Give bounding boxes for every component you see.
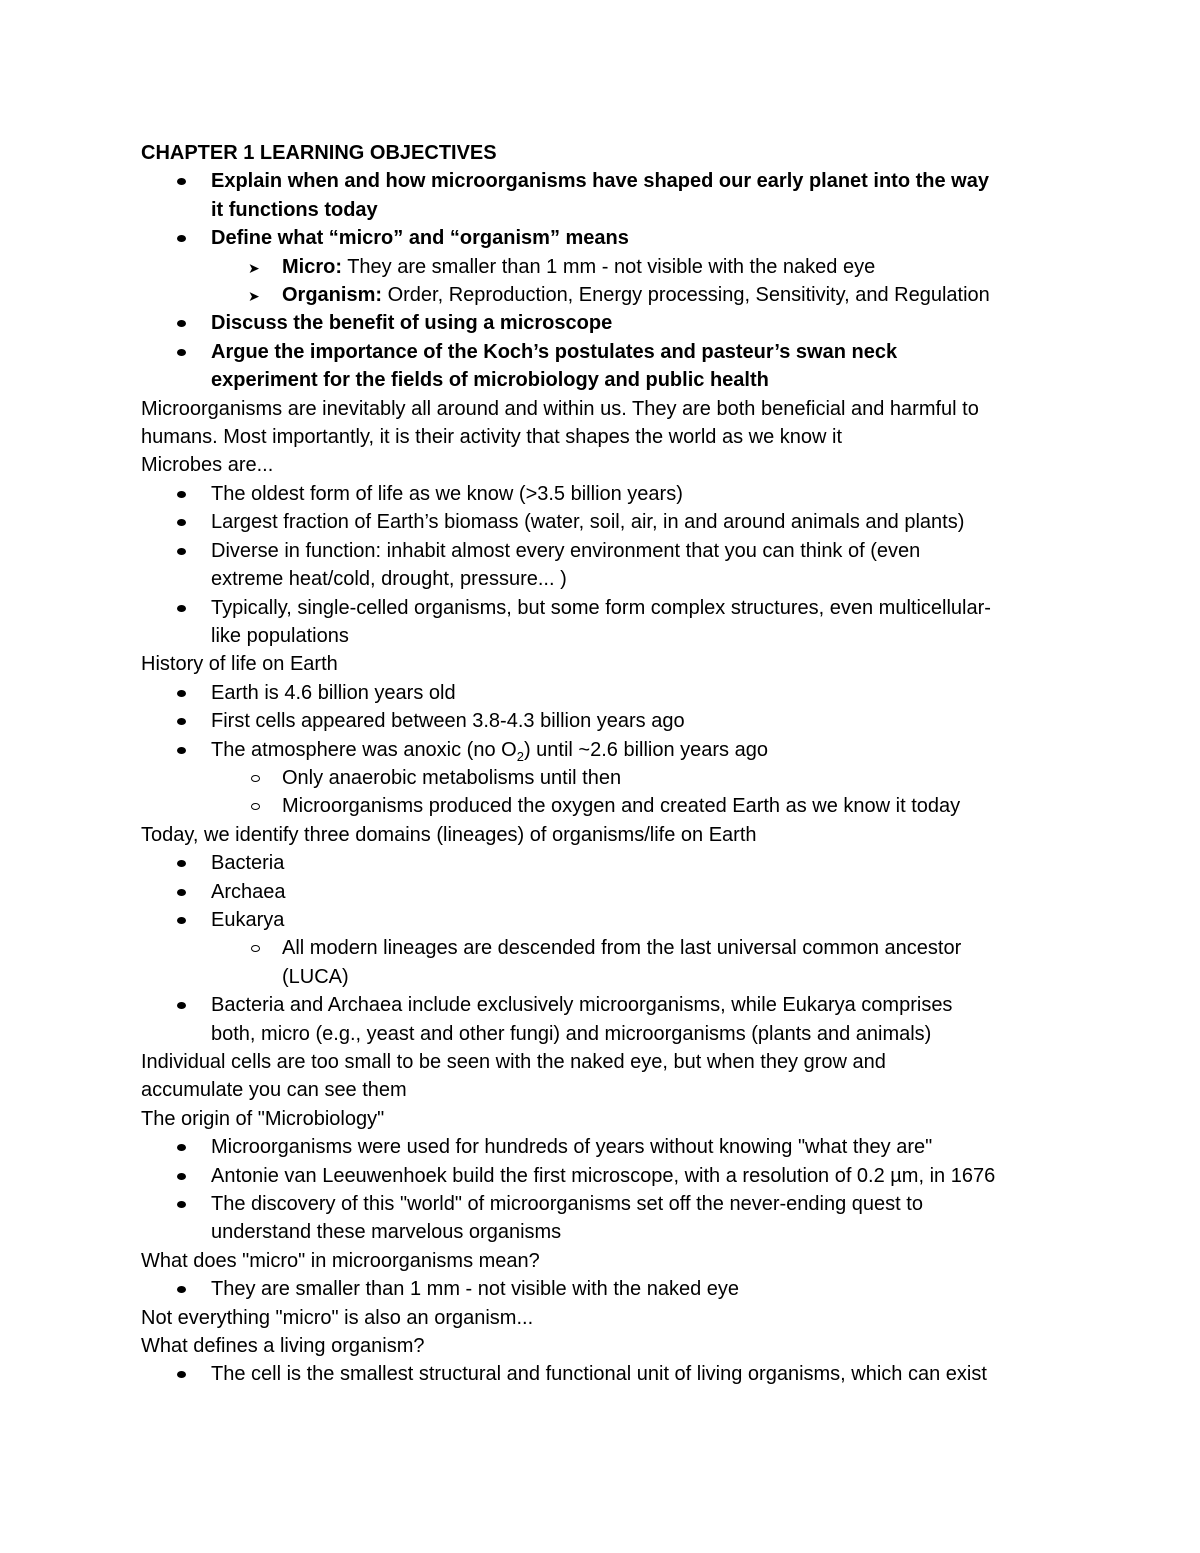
circle-bullet-icon: [251, 803, 260, 810]
bullet-icon: [177, 1286, 186, 1293]
bullet-icon: [177, 889, 186, 896]
bullet-icon: [177, 747, 186, 754]
list-item-continued: [141, 1218, 1076, 1246]
objective-item: [141, 167, 1076, 195]
list-item-text: extreme heat/cold, drought, pressure... ): [211, 568, 567, 591]
list-subitem-text: Only anaerobic metabolisms until then: [282, 766, 622, 789]
bullet-icon: [177, 917, 186, 924]
arrow-bullet-icon: ➤: [248, 259, 260, 276]
list-item: [141, 1162, 1076, 1190]
bullet-icon: [177, 860, 186, 867]
list-item-continued: [141, 622, 1076, 650]
list-item-text: Diverse in function: inhabit almost every environment that you can think of (even: [211, 539, 921, 562]
list-item: [141, 878, 1076, 906]
list-item-text: Microorganisms were used for hundreds of years without knowing "what they are": [211, 1136, 933, 1159]
objective-item-continued: [141, 196, 1076, 224]
bullet-icon: [177, 605, 186, 612]
list-item: [141, 537, 1076, 565]
intro-line: humans. Most importantly, it is their activity that shapes the world as we know it: [141, 426, 843, 449]
list-item-text: Earth is 4.6 billion years old: [211, 681, 456, 704]
list-item-text: Eukarya: [211, 908, 285, 931]
bullet-icon: [177, 1371, 186, 1378]
objective-text: experiment for the fields of microbiology and public health: [211, 369, 769, 392]
objective-text: Explain when and how microorganisms have shaped our early planet into the way: [211, 170, 989, 193]
bullet-icon: [177, 519, 186, 526]
bullet-icon: [177, 178, 186, 185]
list-item-text: Bacteria: [211, 852, 285, 875]
list-item-text: The oldest form of life as we know (>3.5 billion years): [211, 482, 683, 505]
objective-item: [141, 309, 1076, 337]
subitem-text: Order, Reproduction, Energy processing, Sensitivity, and Regulation: [382, 284, 990, 307]
list-subitem-text: Microorganisms produced the oxygen and created Earth as we know it today: [282, 795, 961, 818]
paragraph-line: Not everything "micro" is also an organism...: [141, 1306, 534, 1329]
subitem-text: They are smaller than 1 mm - not visible with the naked eye: [342, 255, 876, 278]
list-item: [141, 849, 1076, 877]
list-item-text: Antonie van Leeuwenhoek build the first microscope, with a resolution of 0.2 µm, in 1676: [211, 1164, 996, 1187]
paragraph-line: Individual cells are too small to be seen with the naked eye, but when they grow and: [141, 1051, 886, 1073]
circle-bullet-icon: [251, 945, 260, 952]
list-item: [141, 480, 1076, 508]
list-item: [141, 508, 1076, 536]
bullet-icon: [177, 548, 186, 555]
subitem-label: Micro:: [282, 255, 342, 278]
objective-text: Argue the importance of the Koch’s postulates and pasteur’s swan neck: [211, 340, 898, 363]
list-item: [141, 736, 1076, 764]
chapter-title: CHAPTER 1 LEARNING OBJECTIVES: [141, 142, 497, 164]
list-item-text: ) until ~2.6 billion years ago: [523, 738, 768, 761]
list-item-continued: [141, 565, 1076, 593]
list-subitem-continued: [141, 963, 1076, 991]
objective-item: [141, 224, 1076, 252]
section-heading: The origin of "Microbiology": [141, 1107, 385, 1130]
bullet-icon: [177, 1201, 186, 1208]
bullet-icon: [177, 690, 186, 697]
bullet-icon: [177, 1144, 186, 1151]
list-item-text: Largest fraction of Earth’s biomass (water, soil, air, in and around animals and plants): [211, 511, 965, 534]
document-page: [141, 139, 1076, 1389]
list-item-text: First cells appeared between 3.8-4.3 billion years ago: [211, 710, 685, 733]
list-item-text: like populations: [211, 624, 349, 647]
list-item-text: They are smaller than 1 mm - not visible with the naked eye: [211, 1278, 740, 1301]
list-item: [141, 991, 1076, 1019]
list-item: [141, 707, 1076, 735]
microbes-heading: Microbes are...: [141, 454, 274, 477]
objective-item-continued: [141, 366, 1076, 394]
bullet-icon: [177, 320, 186, 327]
objective-subitem: [141, 281, 1076, 309]
bullet-icon: [177, 1173, 186, 1180]
objective-text: it functions today: [211, 198, 378, 221]
list-item-text: The discovery of this "world" of microorganisms set off the never-ending quest to: [211, 1193, 923, 1216]
list-item-text: understand these marvelous organisms: [211, 1221, 562, 1244]
bullet-icon: [177, 491, 186, 498]
intro-line: Microorganisms are inevitably all around and within us. They are both beneficial and harmful to: [141, 397, 979, 420]
subitem-label: Organism:: [282, 284, 383, 307]
list-item: [141, 906, 1076, 934]
objective-item: [141, 338, 1076, 366]
list-item-continued: [141, 1020, 1076, 1048]
list-item-text: Archaea: [211, 880, 286, 903]
bullet-icon: [177, 349, 186, 356]
objective-subitem: [141, 253, 1076, 281]
bullet-icon: [177, 235, 186, 242]
bullet-icon: [177, 718, 186, 725]
list-item-text: The atmosphere was anoxic (no O: [211, 738, 517, 761]
objective-text: Define what “micro” and “organism” means: [211, 227, 629, 250]
list-item: [141, 1275, 1076, 1303]
paragraph-line: accumulate you can see them: [141, 1079, 407, 1102]
section-heading: Today, we identify three domains (lineages) of organisms/life on Earth: [141, 823, 757, 846]
list-item: [141, 1133, 1076, 1161]
list-subitem: [141, 792, 1076, 820]
list-item: [141, 1190, 1076, 1218]
subscript: 2: [516, 748, 524, 764]
list-subitem-text: All modern lineages are descended from the last universal common ancestor: [282, 937, 962, 960]
section-heading: What does "micro" in microorganisms mean?: [141, 1249, 540, 1272]
bullet-icon: [177, 1002, 186, 1009]
list-item: [141, 679, 1076, 707]
circle-bullet-icon: [251, 775, 260, 782]
section-heading: History of life on Earth: [141, 653, 338, 676]
list-subitem: [141, 764, 1076, 792]
list-subitem: [141, 934, 1076, 962]
objective-text: Discuss the benefit of using a microscope: [211, 312, 613, 335]
list-subitem-text: (LUCA): [282, 965, 349, 988]
list-item: [141, 1360, 1076, 1388]
list-item-text: Bacteria and Archaea include exclusively microorganisms, while Eukarya comprises: [211, 994, 953, 1017]
list-item-text: The cell is the smallest structural and functional unit of living organisms, which can exist: [211, 1363, 987, 1386]
list-item-text: both, micro (e.g., yeast and other fungi) and microorganisms (plants and animals): [211, 1022, 932, 1045]
list-item-text: Typically, single-celled organisms, but some form complex structures, even multicellular-: [211, 596, 991, 619]
arrow-bullet-icon: ➤: [248, 288, 260, 305]
list-item: [141, 594, 1076, 622]
section-heading: What defines a living organism?: [141, 1335, 425, 1358]
